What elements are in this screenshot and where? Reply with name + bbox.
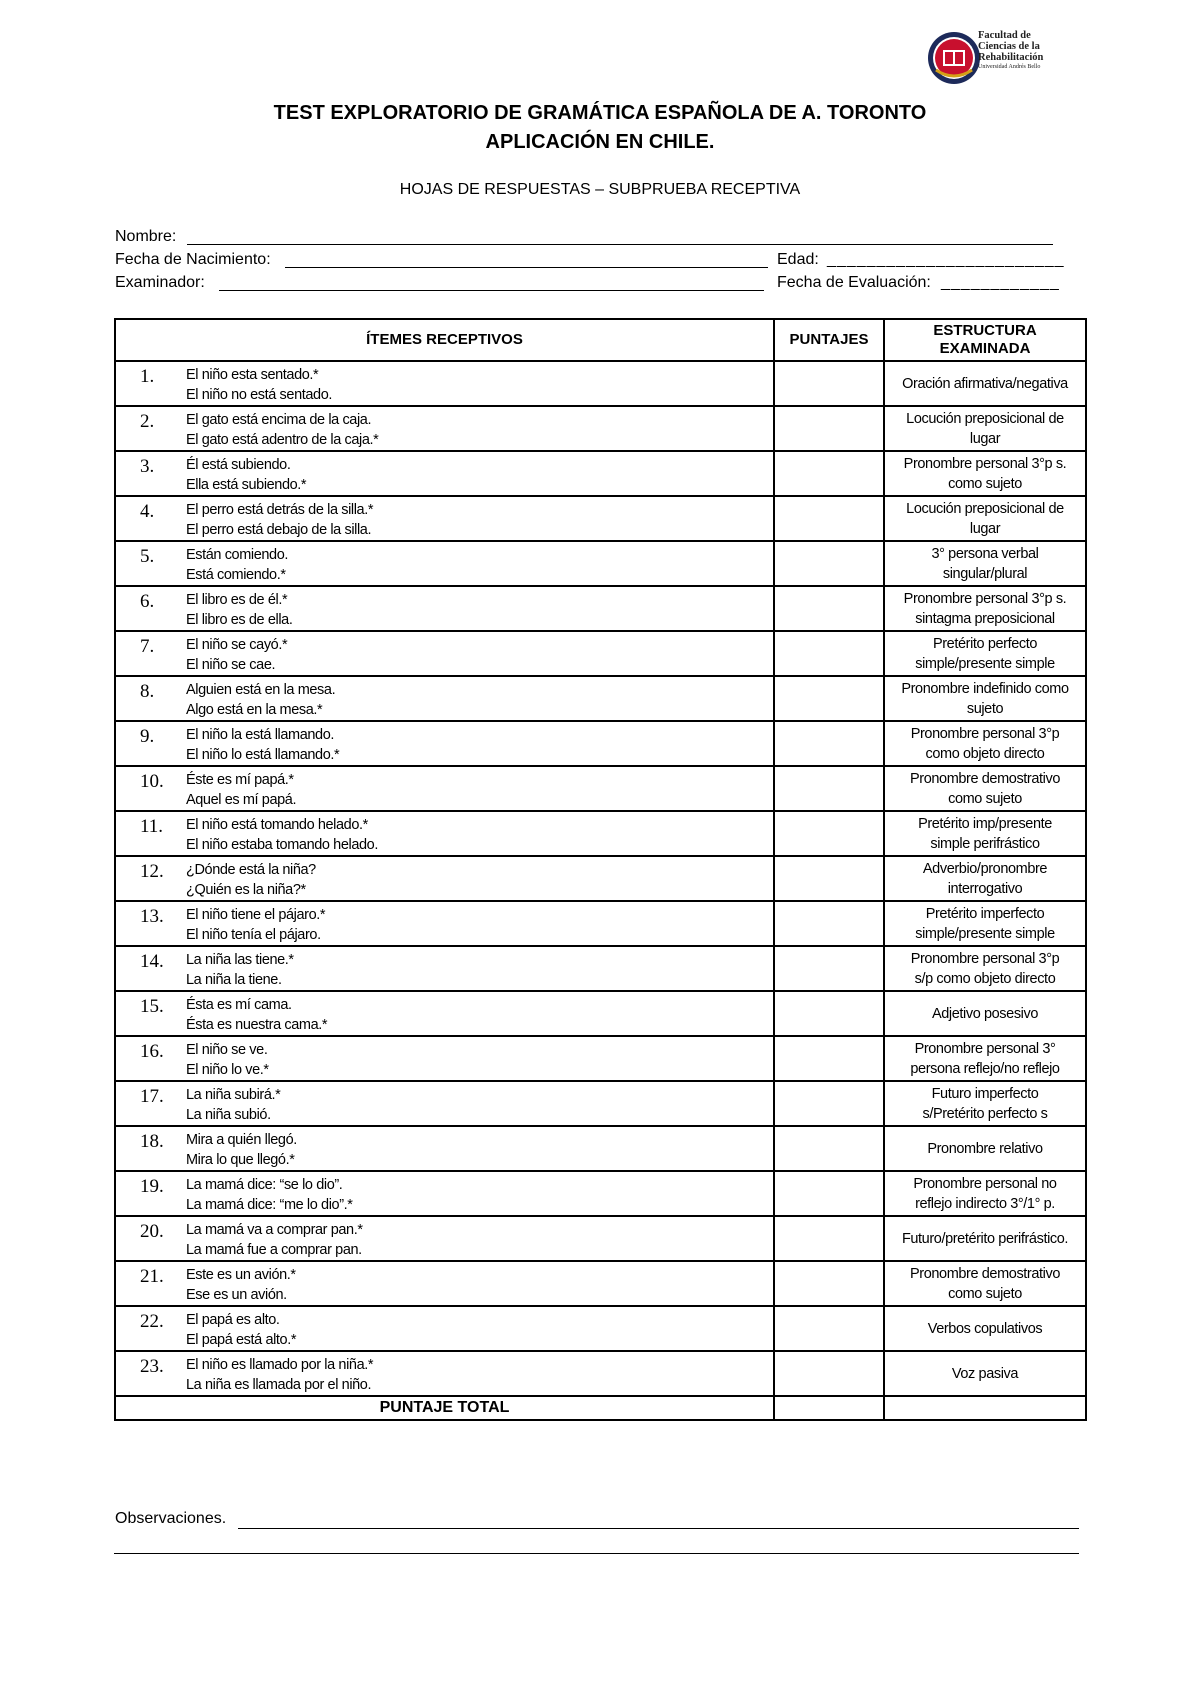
item-sentence-1: ¿Dónde está la niña? bbox=[186, 862, 316, 878]
header-structure-line-2: EXAMINADA bbox=[939, 340, 1031, 357]
item-sentence-1: Están comiendo. bbox=[186, 547, 289, 563]
structure-cell bbox=[884, 541, 1086, 586]
structure-line-1: Pronombre demostrativo bbox=[910, 770, 1060, 787]
structure-cell bbox=[884, 586, 1086, 631]
nombre-label: Nombre: bbox=[115, 228, 177, 245]
item-number: 21. bbox=[140, 1266, 164, 1287]
table-row bbox=[115, 1261, 1086, 1306]
item-cell bbox=[115, 1261, 774, 1306]
score-cell[interactable] bbox=[774, 631, 884, 676]
item-sentence-1: El libro es de él.* bbox=[186, 592, 288, 608]
structure-line-2: como objeto directo bbox=[925, 745, 1045, 762]
structure-line-2: reflejo indirecto 3°/1° p. bbox=[915, 1195, 1055, 1212]
table-row bbox=[115, 1081, 1086, 1126]
item-sentence-1: El niño se ve. bbox=[186, 1042, 268, 1058]
structure-cell bbox=[884, 991, 1086, 1036]
item-sentence-1: Éste es mí papá.* bbox=[186, 772, 294, 788]
structure-line-1: Pretérito perfecto bbox=[932, 635, 1038, 652]
structure-line-1: Pronombre indefinido como bbox=[901, 680, 1069, 697]
structure-line-2: como sujeto bbox=[948, 790, 1022, 807]
header-items: ÍTEMES RECEPTIVOS bbox=[115, 319, 774, 361]
structure-line-1: Verbos copulativos bbox=[927, 1320, 1043, 1337]
structure-line-1: Oración afirmativa/negativa bbox=[902, 375, 1068, 392]
score-cell[interactable] bbox=[774, 946, 884, 991]
item-sentences bbox=[186, 545, 288, 585]
structure-line-1: Locución preposicional de bbox=[906, 500, 1064, 517]
structure-line-2: como sujeto bbox=[948, 1285, 1022, 1302]
logo-text bbox=[978, 30, 1072, 71]
table-row bbox=[115, 901, 1086, 946]
item-sentence-1: Ésta es mí cama. bbox=[186, 997, 292, 1013]
structure-cell bbox=[884, 811, 1086, 856]
item-cell bbox=[115, 1216, 774, 1261]
score-cell[interactable] bbox=[774, 1171, 884, 1216]
item-sentence-1: El gato está encima de la caja. bbox=[186, 412, 372, 428]
item-sentences bbox=[186, 680, 335, 720]
item-sentence-2: El niño tenía el pájaro. bbox=[186, 927, 321, 943]
table-row bbox=[115, 586, 1086, 631]
table-row bbox=[115, 406, 1086, 451]
item-sentence-2: La niña es llamada por el niño. bbox=[186, 1377, 372, 1393]
item-sentence-1: El niño está tomando helado.* bbox=[186, 817, 368, 833]
item-sentence-1: El niño es llamado por la niña.* bbox=[186, 1357, 374, 1373]
item-cell bbox=[115, 496, 774, 541]
table-row bbox=[115, 856, 1086, 901]
structure-line-2: interrogativo bbox=[947, 880, 1023, 897]
item-sentence-1: La mamá dice: “se lo dio”. bbox=[186, 1177, 343, 1193]
item-sentences bbox=[186, 1355, 373, 1395]
item-sentences bbox=[186, 365, 332, 405]
item-sentence-2: El niño no está sentado. bbox=[186, 387, 332, 403]
item-cell bbox=[115, 856, 774, 901]
item-cell bbox=[115, 1306, 774, 1351]
header-structure bbox=[884, 319, 1086, 361]
item-cell bbox=[115, 811, 774, 856]
examinador-row bbox=[115, 274, 1060, 296]
score-cell[interactable] bbox=[774, 406, 884, 451]
receptive-items-table bbox=[114, 318, 1087, 1421]
structure-line-2: lugar bbox=[969, 430, 1001, 447]
item-sentence-1: Este es un avión.* bbox=[186, 1267, 296, 1283]
item-number: 12. bbox=[140, 861, 164, 882]
item-sentence-2: La niña la tiene. bbox=[186, 972, 282, 988]
item-sentence-1: La niña subirá.* bbox=[186, 1087, 281, 1103]
structure-cell bbox=[884, 856, 1086, 901]
item-sentences bbox=[186, 995, 327, 1035]
score-cell[interactable] bbox=[774, 1126, 884, 1171]
item-sentence-1: El niño se cayó.* bbox=[186, 637, 288, 653]
nacimiento-field[interactable] bbox=[285, 251, 768, 268]
score-cell[interactable] bbox=[774, 1261, 884, 1306]
score-cell[interactable] bbox=[774, 1306, 884, 1351]
item-sentences bbox=[186, 1085, 280, 1125]
item-sentence-2: El gato está adentro de la caja.* bbox=[186, 432, 379, 448]
item-sentence-1: El niño la está llamando. bbox=[186, 727, 334, 743]
item-number: 9. bbox=[140, 726, 155, 747]
item-sentence-1: El perro está detrás de la silla.* bbox=[186, 502, 374, 518]
item-number: 10. bbox=[140, 771, 164, 792]
item-sentence-1: La mamá va a comprar pan.* bbox=[186, 1222, 363, 1238]
item-number: 3. bbox=[140, 456, 155, 477]
structure-line-1: Adjetivo posesivo bbox=[931, 1005, 1039, 1022]
structure-cell bbox=[884, 946, 1086, 991]
table-row bbox=[115, 721, 1086, 766]
structure-line-2: lugar bbox=[969, 520, 1001, 537]
nacimiento-label: Fecha de Nacimiento: bbox=[115, 251, 271, 268]
item-sentences bbox=[186, 860, 316, 900]
structure-cell bbox=[884, 1261, 1086, 1306]
score-cell[interactable] bbox=[774, 856, 884, 901]
item-number: 23. bbox=[140, 1356, 164, 1377]
structure-cell bbox=[884, 496, 1086, 541]
item-sentence-2: El niño lo ve.* bbox=[186, 1062, 269, 1078]
table-row bbox=[115, 811, 1086, 856]
item-cell bbox=[115, 1036, 774, 1081]
item-cell bbox=[115, 991, 774, 1036]
table-row bbox=[115, 541, 1086, 586]
structure-line-1: Pronombre personal 3°p bbox=[910, 950, 1060, 967]
item-number: 13. bbox=[140, 906, 164, 927]
item-sentence-2: Ese es un avión. bbox=[186, 1287, 287, 1303]
item-sentence-2: El niño se cae. bbox=[186, 657, 276, 673]
item-sentence-2: El niño lo está llamando.* bbox=[186, 747, 340, 763]
table-row bbox=[115, 1036, 1086, 1081]
total-structure-cell bbox=[884, 1396, 1086, 1420]
structure-line-1: Pronombre personal no bbox=[913, 1175, 1057, 1192]
item-sentence-2: Está comiendo.* bbox=[186, 567, 286, 583]
structure-line-1: 3° persona verbal bbox=[931, 545, 1039, 562]
item-sentences bbox=[186, 590, 292, 630]
faculty-seal-icon bbox=[926, 30, 982, 86]
score-cell[interactable] bbox=[774, 676, 884, 721]
item-sentences bbox=[186, 455, 306, 495]
nombre-row bbox=[115, 228, 1055, 250]
structure-cell bbox=[884, 1081, 1086, 1126]
document-title: TEST EXPLORATORIO DE GRAMÁTICA ESPAÑOLA DE A. TORONTO bbox=[273, 102, 927, 124]
item-number: 5. bbox=[140, 546, 155, 567]
item-sentence-1: El papá es alto. bbox=[186, 1312, 280, 1328]
item-number: 15. bbox=[140, 996, 164, 1017]
structure-cell bbox=[884, 1171, 1086, 1216]
structure-cell bbox=[884, 1036, 1086, 1081]
structure-cell bbox=[884, 1126, 1086, 1171]
score-cell[interactable] bbox=[774, 991, 884, 1036]
item-number: 17. bbox=[140, 1086, 164, 1107]
item-number: 1. bbox=[140, 366, 155, 387]
structure-cell bbox=[884, 1351, 1086, 1396]
table-row bbox=[115, 496, 1086, 541]
item-cell bbox=[115, 586, 774, 631]
document-title-line-2: APLICACIÓN EN CHILE. bbox=[485, 131, 715, 153]
item-cell bbox=[115, 721, 774, 766]
structure-line-2: s/p como objeto directo bbox=[914, 970, 1056, 987]
item-sentence-2: La mamá fue a comprar pan. bbox=[186, 1242, 362, 1258]
item-cell bbox=[115, 361, 774, 406]
score-cell[interactable] bbox=[774, 451, 884, 496]
logo-line-3: Rehabilitación bbox=[978, 52, 1044, 63]
header-scores: PUNTAJES bbox=[774, 319, 884, 361]
structure-line-1: Pronombre personal 3°p s. bbox=[903, 455, 1067, 472]
score-cell[interactable] bbox=[774, 1351, 884, 1396]
item-sentence-2: La mamá dice: “me lo dio”.* bbox=[186, 1197, 353, 1213]
item-cell bbox=[115, 1171, 774, 1216]
structure-line-1: Pronombre relativo bbox=[927, 1140, 1043, 1157]
item-number: 19. bbox=[140, 1176, 164, 1197]
item-sentence-2: El perro está debajo de la silla. bbox=[186, 522, 372, 538]
evaluacion-field[interactable]: ____________ bbox=[941, 274, 1060, 291]
item-sentences bbox=[186, 410, 378, 450]
table-row bbox=[115, 1171, 1086, 1216]
structure-line-1: Voz pasiva bbox=[951, 1365, 1019, 1382]
structure-line-2: simple/presente simple bbox=[915, 655, 1055, 672]
item-sentences bbox=[186, 1265, 296, 1305]
item-number: 22. bbox=[140, 1311, 164, 1332]
item-cell bbox=[115, 1351, 774, 1396]
logo-line-2: Ciencias de la bbox=[978, 41, 1040, 52]
item-sentences bbox=[186, 815, 378, 855]
item-sentence-2: Ésta es nuestra cama.* bbox=[186, 1017, 328, 1033]
structure-line-1: Pronombre demostrativo bbox=[910, 1265, 1060, 1282]
score-cell[interactable] bbox=[774, 721, 884, 766]
item-cell bbox=[115, 901, 774, 946]
faculty-logo bbox=[922, 26, 1072, 90]
structure-cell bbox=[884, 406, 1086, 451]
item-number: 16. bbox=[140, 1041, 164, 1062]
item-sentences bbox=[186, 1175, 353, 1215]
item-cell bbox=[115, 1126, 774, 1171]
score-cell[interactable] bbox=[774, 1216, 884, 1261]
item-sentence-2: Ella está subiendo.* bbox=[186, 477, 307, 493]
item-cell bbox=[115, 451, 774, 496]
structure-line-1: Pronombre personal 3°p bbox=[910, 725, 1060, 742]
evaluacion-label: Fecha de Evaluación: bbox=[777, 274, 931, 291]
header-structure-line-1: ESTRUCTURA bbox=[933, 322, 1037, 339]
edad-label: Edad: bbox=[777, 251, 819, 268]
table-row bbox=[115, 766, 1086, 811]
table-row bbox=[115, 676, 1086, 721]
score-cell[interactable] bbox=[774, 1081, 884, 1126]
structure-cell bbox=[884, 1306, 1086, 1351]
table-row bbox=[115, 1216, 1086, 1261]
table-row bbox=[115, 946, 1086, 991]
item-number: 18. bbox=[140, 1131, 164, 1152]
structure-cell bbox=[884, 766, 1086, 811]
structure-line-1: Pronombre personal 3° bbox=[914, 1040, 1056, 1057]
item-number: 4. bbox=[140, 501, 155, 522]
item-number: 2. bbox=[140, 411, 155, 432]
table-row bbox=[115, 1126, 1086, 1171]
item-cell bbox=[115, 631, 774, 676]
item-sentence-2: Algo está en la mesa.* bbox=[186, 702, 323, 718]
structure-line-1: Pretérito imp/presente bbox=[918, 815, 1052, 832]
table-row bbox=[115, 991, 1086, 1036]
structure-cell bbox=[884, 361, 1086, 406]
item-sentences bbox=[186, 1220, 363, 1260]
observaciones-line-1[interactable] bbox=[238, 1528, 1079, 1529]
document-subtitle: HOJAS DE RESPUESTAS – SUBPRUEBA RECEPTIVA bbox=[399, 181, 801, 198]
item-sentences bbox=[186, 500, 373, 540]
item-sentences bbox=[186, 1310, 296, 1350]
score-cell[interactable] bbox=[774, 1036, 884, 1081]
structure-cell bbox=[884, 1216, 1086, 1261]
item-sentence-2: Aquel es mí papá. bbox=[186, 792, 297, 808]
item-cell bbox=[115, 946, 774, 991]
item-sentence-2: La niña subió. bbox=[186, 1107, 271, 1123]
item-cell bbox=[115, 541, 774, 586]
score-cell[interactable] bbox=[774, 541, 884, 586]
item-cell bbox=[115, 406, 774, 451]
item-number: 7. bbox=[140, 636, 155, 657]
score-cell[interactable] bbox=[774, 766, 884, 811]
item-sentence-1: La niña las tiene.* bbox=[186, 952, 294, 968]
edad-field[interactable]: ________________________ bbox=[827, 251, 1065, 268]
item-cell bbox=[115, 766, 774, 811]
table-row bbox=[115, 631, 1086, 676]
structure-line-2: como sujeto bbox=[948, 475, 1022, 492]
structure-cell bbox=[884, 901, 1086, 946]
structure-line-2: singular/plural bbox=[942, 565, 1028, 582]
logo-line-1: Facultad de bbox=[978, 30, 1031, 41]
structure-line-2: sintagma preposicional bbox=[915, 610, 1055, 627]
score-cell[interactable] bbox=[774, 901, 884, 946]
structure-cell bbox=[884, 721, 1086, 766]
structure-line-1: Locución preposicional de bbox=[906, 410, 1064, 427]
item-cell bbox=[115, 676, 774, 721]
item-sentences bbox=[186, 725, 339, 765]
structure-line-2: sujeto bbox=[966, 700, 1004, 717]
nombre-field[interactable] bbox=[187, 228, 1053, 245]
item-sentence-1: Alguien está en la mesa. bbox=[186, 682, 336, 698]
logo-line-4: Universidad Andrés Bello bbox=[978, 64, 1041, 70]
score-cell[interactable] bbox=[774, 811, 884, 856]
structure-line-1: Pretérito imperfecto bbox=[925, 905, 1045, 922]
item-sentence-2: ¿Quién es la niña?* bbox=[186, 882, 306, 898]
examinador-field[interactable] bbox=[219, 274, 764, 291]
item-sentence-2: Mira lo que llegó.* bbox=[186, 1152, 295, 1168]
item-number: 14. bbox=[140, 951, 164, 972]
score-cell[interactable] bbox=[774, 496, 884, 541]
total-label: PUNTAJE TOTAL bbox=[115, 1396, 774, 1420]
item-sentence-2: El niño estaba tomando helado. bbox=[186, 837, 378, 853]
structure-cell bbox=[884, 676, 1086, 721]
table-row bbox=[115, 361, 1086, 406]
structure-line-2: s/Pretérito perfecto s bbox=[922, 1105, 1048, 1122]
structure-line-1: Futuro imperfecto bbox=[931, 1085, 1039, 1102]
item-sentences bbox=[186, 905, 325, 945]
observaciones-label: Observaciones. bbox=[115, 1510, 227, 1527]
item-sentence-1: El niño esta sentado.* bbox=[186, 367, 319, 383]
item-sentence-2: El libro es de ella. bbox=[186, 612, 293, 628]
item-sentence-2: El papá está alto.* bbox=[186, 1332, 297, 1348]
structure-line-2: simple perifrástico bbox=[930, 835, 1040, 852]
examinador-label: Examinador: bbox=[115, 274, 205, 291]
structure-line-2: persona reflejo/no reflejo bbox=[910, 1060, 1060, 1077]
score-cell[interactable] bbox=[774, 586, 884, 631]
item-cell bbox=[115, 1081, 774, 1126]
item-number: 11. bbox=[140, 816, 164, 837]
item-number: 20. bbox=[140, 1221, 164, 1242]
table-row bbox=[115, 451, 1086, 496]
item-sentences bbox=[186, 635, 287, 675]
item-sentences bbox=[186, 770, 296, 810]
item-sentence-1: Él está subiendo. bbox=[186, 457, 291, 473]
table-row bbox=[115, 1351, 1086, 1396]
structure-cell bbox=[884, 631, 1086, 676]
score-cell[interactable] bbox=[774, 361, 884, 406]
item-sentences bbox=[186, 1040, 269, 1080]
table-row bbox=[115, 1306, 1086, 1351]
total-score-cell[interactable] bbox=[774, 1396, 884, 1420]
item-sentences bbox=[186, 950, 294, 990]
structure-line-1: Adverbio/pronombre bbox=[922, 860, 1048, 877]
structure-line-2: simple/presente simple bbox=[915, 925, 1055, 942]
structure-cell bbox=[884, 451, 1086, 496]
structure-line-1: Futuro/pretérito perifrástico. bbox=[901, 1230, 1069, 1247]
observaciones-line-2[interactable] bbox=[114, 1553, 1079, 1554]
item-number: 6. bbox=[140, 591, 155, 612]
structure-line-1: Pronombre personal 3°p s. bbox=[903, 590, 1067, 607]
item-number: 8. bbox=[140, 681, 155, 702]
item-sentence-1: Mira a quién llegó. bbox=[186, 1132, 297, 1148]
item-sentences bbox=[186, 1130, 297, 1170]
nacimiento-row bbox=[115, 251, 1065, 273]
item-sentence-1: El niño tiene el pájaro.* bbox=[186, 907, 326, 923]
